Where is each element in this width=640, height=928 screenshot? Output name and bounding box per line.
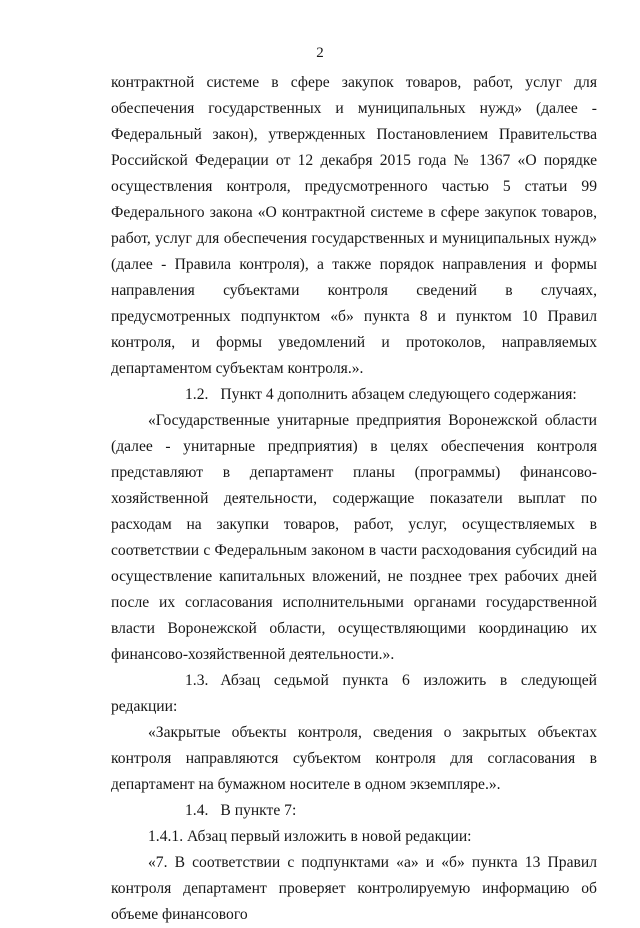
paragraph-closed-objects: «Закрытые объекты контроля, сведения о закрытых объектах контроля направляются субъектом контроля для согласования в департамент на бумажном носителе в одном экземпляре.».	[111, 724, 597, 793]
paragraph-item-1-4	[111, 798, 597, 824]
item-number: 1.2.	[185, 386, 209, 403]
paragraph-item-1-2	[111, 382, 597, 408]
page-number: 2	[316, 45, 324, 61]
item-text: Абзац седьмой пункта 6 изложить в следующей редакции:	[111, 672, 597, 715]
item-text: Пункт 4 дополнить абзацем следующего содержания:	[220, 386, 577, 403]
document-body	[111, 70, 597, 928]
item-text: В пункте 7:	[220, 802, 297, 819]
item-number: 1.4.	[185, 802, 209, 819]
paragraph-point-7: «7. В соответствии с подпунктами «а» и «б» пункта 13 Правил контроля департамент проверяет контролируемую информацию об объеме финансового	[111, 854, 597, 923]
paragraph-unitary-enterprises: «Государственные унитарные предприятия Воронежской области (далее - унитарные предприятия) в целях обеспечения контроля представляют в департамент планы (программы) финансово-хозяйственной деятельности, содержащие показатели выплат по расходам на закупки товаров, работ, услуг, осуществляемых в соответствии с Федеральным законом в части расходования субсидий на осуществление капитальных вложений, не позднее трех рабочих дней после их согласования исполнительными органами государственной власти Воронежской области, осуществляющими координацию их финансово-хозяйственной деятельности.».	[111, 412, 597, 663]
paragraph-item-1-4-1: 1.4.1. Абзац первый изложить в новой редакции:	[148, 828, 472, 845]
item-number: 1.3.	[185, 672, 209, 689]
paragraph-item-1-3	[111, 668, 597, 720]
paragraph-continuation: контрактной системе в сфере закупок товаров, работ, услуг для обеспечения государственных и муниципальных нужд» (далее - Федеральный закон), утвержденных Постановлением Правительства Российской Федерации от 12 декабря 2015 года № 1367 «О порядке осуществления контроля, предусмотренного частью 5 статьи 99 Федерального закона «О контрактной системе в сфере закупок товаров, работ, услуг для обеспечения государственных и муниципальных нужд» (далее - Правила контроля), а также порядок направления и формы направления субъектами контроля сведений в случаях, предусмотренных подпунктом «б» пункта 8 и пунктом 10 Правил контроля, и формы уведомлений и протоколов, направляемых департаментом субъектам контроля.».	[111, 74, 597, 377]
